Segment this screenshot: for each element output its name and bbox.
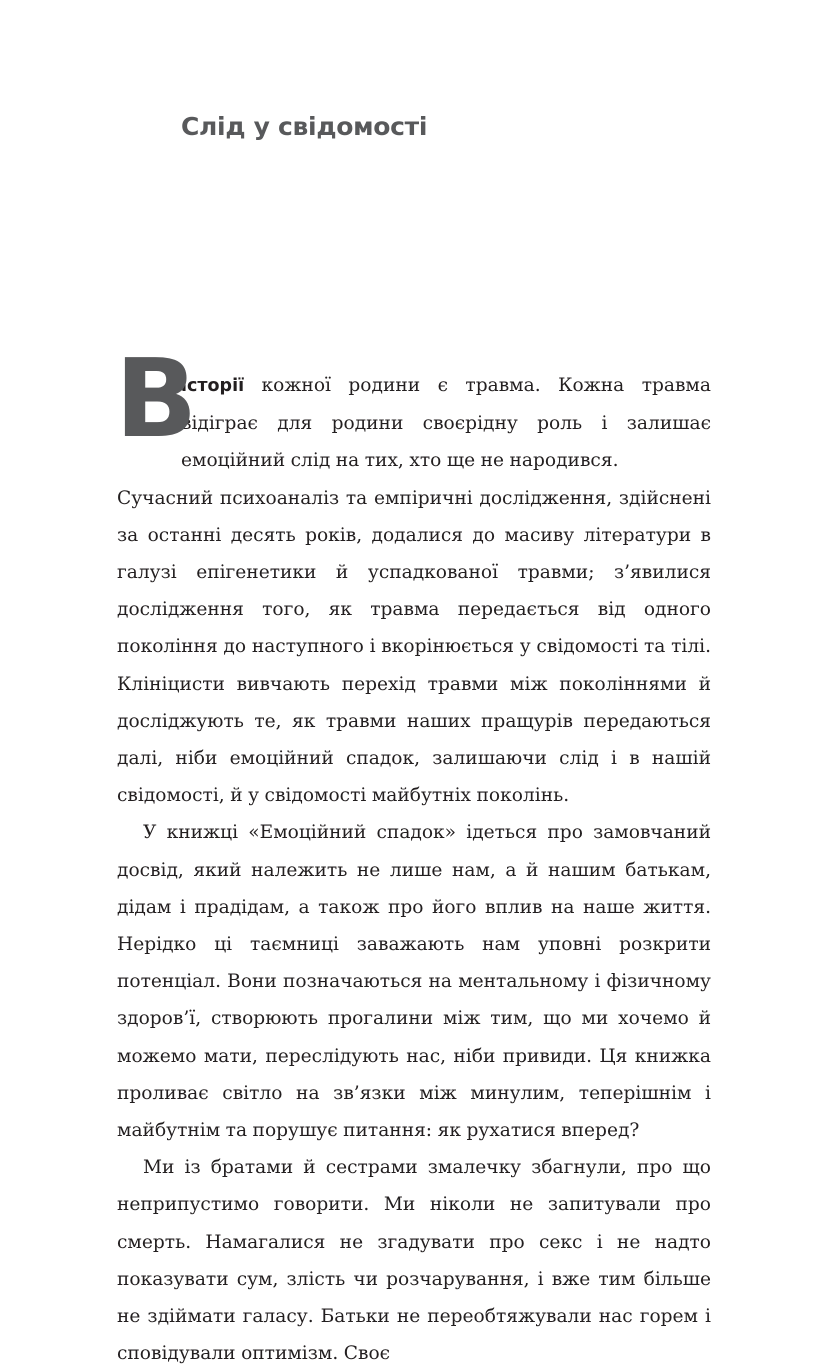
drop-cap-letter: В <box>115 337 198 462</box>
paragraph-2: Сучасний психоаналіз та емпіричні дослідження, здійснені за останні десять років, додалися до масиву літератури в галузі епігенетики й успадкованої травми; з’явилися дослідження того, як травма передається від одного покоління до наступного і вкорінюється у свідомості та тілі. Клініцисти вивчають перехід травми між поколіннями й досліджують те, як травми наших пращурів передаються далі, ніби емоційний спадок, залишаючи слід і в нашій свідомості, й у свідомості майбутніх поколінь. <box>117 487 711 807</box>
paragraph-4: Ми із братами й сестрами змалечку збагнули, про що неприпустимо говорити. Ми ніколи не запитували про смерть. Намагалися не згадувати про секс і не надто показувати сум, злість чи розчарування, і вже тим більше не здіймати галасу. Батьки не переобтяжували нас горем і сповідували оптимізм. Своє <box>117 1157 711 1365</box>
paragraph-1-text: кожної родини є травма. Кожна травма відіграє для родини своєрідну роль і залишає емоційний слід на тих, хто ще не народився. <box>181 375 711 472</box>
paragraph-3: У книжці «Емоційний спадок» ідеться про замовчаний досвід, який належить не лише нам, а й нашим батькам, дідам і прадідам, а також про його вплив на наше життя. Нерідко ці таємниці заважають нам уповні розкрити потенціал. Вони позначаються на ментальному і фізичному здоров’ї, створюють прогалини між тим, що ми хочемо й можемо мати, переслідують нас, ніби привиди. Ця книжка проливає світло на зв’язки між минулим, теперішнім і майбутнім та порушує питання: як рухатися вперед? <box>117 822 711 1142</box>
lead-word: історії <box>181 376 245 396</box>
paragraph-1 <box>115 337 711 480</box>
drop-cap <box>115 337 198 462</box>
chapter-title: Слід у свідомості <box>181 112 428 141</box>
body-text <box>115 337 711 1372</box>
